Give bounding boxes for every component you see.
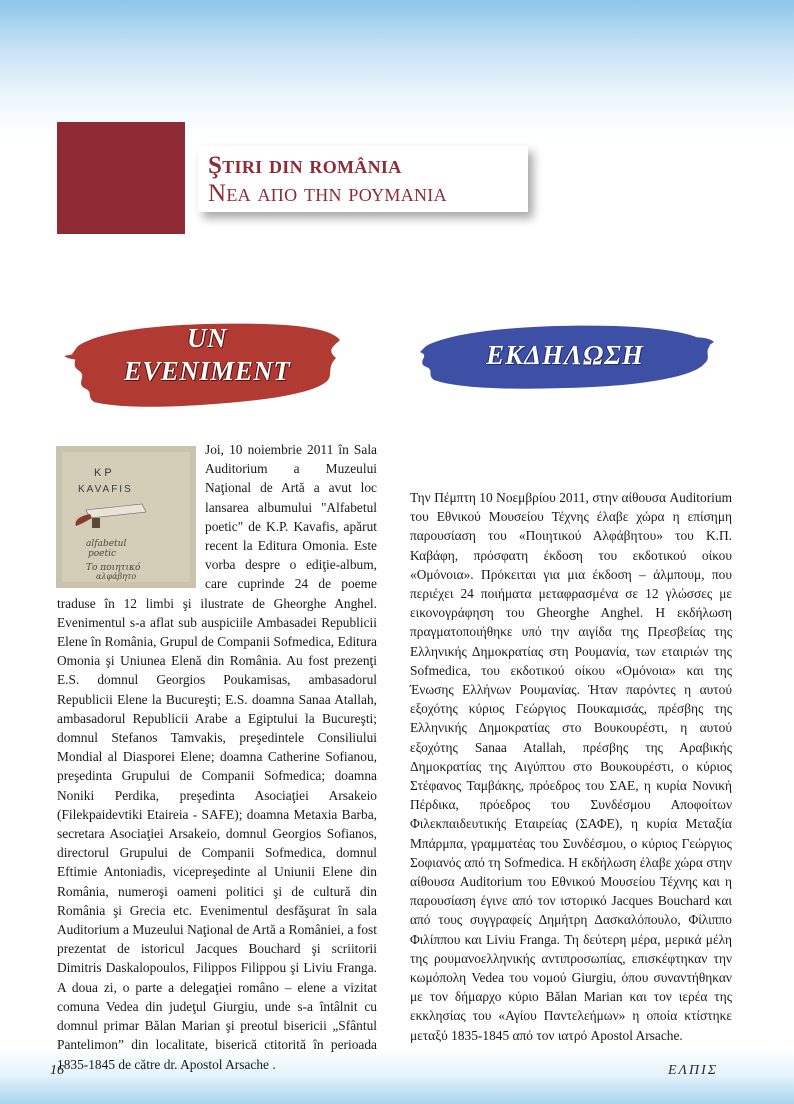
- article-ro-text: Joi, 10 noiembrie 2011 în Sala Auditorium a Muzeului Naţional de Artă a avut loc lansarea albumului "Alfabetul poetic" de K.P. Kavafis, apărut recent la Editura Omonia. Este vorba despre o ediţie-album, care cuprinde 24 de poeme traduse în 12 limbi şi ilustrate de Gheorghe Anghel. Evenimentul s-a aflat sub auspiciile Ambasadei Republicii Elene în România, Grupul de Companii Sofmedica, Editura Omonia şi Uniunea Elenă din România. Au fost prezenţi E.S. domnul Georgios Poukamisas, ambasadorul Republicii Elene la Bucureşti; E.S. doamna Sanaa Atallah, ambasadorul Republicii Arabe a Egiptului la Bucureşti; domnul Stefanos Tamvakis, preşedintele Consiliului Mondial al Diasporei Elene; doamna Catherine Sofianou, preşedinta Grupului de Companii Sofmedica; doamna Noniki Perdika, preşedinta Asociaţiei Arsakeio (Filekpaidevtiki Etaireia - SAFE); doamna Metaxia Barba, secretara Asociaţiei Arsakeio, domnul Georgios Sofianos, directorul Grupului de Companii Sofmedica, domnul Eftimie Antoniadis, vicepreşedinte al Uniunii Elene din România, numeroşi oameni politici şi de cultură din România şi Grecia etc. Evenimentul desfăşurat în sala Auditorium a Muzeului Naţional de Artă a României, a fost prezentat de istoricul Jacques Bouchard şi scriitorii Dimitris Daskalopoulos, Filippos Filippou şi Liviu Franga. A doua zi, o parte a delegaţiei româno – elene a vizitat comuna Vedea din judeţul Giurgiu, unde s-a întâlnit cu domnul primar Bălan Marian şi preotul bisericii „Sfântul Pantelimon” din localitate, biserică ctitorită în perioada 1835-1845 de către dr. Apostol Arsache .: [57, 442, 377, 1072]
- book-cover-line4: poetic: [88, 549, 117, 559]
- section-label-ro-line1: UN: [187, 323, 227, 353]
- book-cover-line1: K P: [94, 467, 112, 479]
- section-label-ro-line2: EVENIMENT: [123, 356, 291, 386]
- book-cover-line5: Το ποιητικό: [86, 563, 141, 573]
- section-label-ro: [82, 322, 332, 388]
- book-cover-line2: KAVAFIS: [78, 484, 133, 495]
- header-red-block: [57, 122, 185, 234]
- book-cover-line6: αλφάβητο: [96, 572, 137, 581]
- publication-name: ΕΛΠΙΣ: [668, 1063, 719, 1078]
- book-cover-line3: alfabetul: [86, 539, 127, 549]
- image-float-spacer: [57, 440, 205, 586]
- section-label-gr: ΕΚΔΗΛΩΣΗ: [486, 340, 644, 370]
- article-gr-text: Την Πέμπτη 10 Νοεμβρίου 2011, στην αίθουσα Auditorium του Εθνικού Μουσείου Τέχνης έλαβε χώρα η επίσημη παρουσίαση του «Ποιητικού Αλφάβητου» του Κ.Π. Καβάφη, πρόσφατη έκδοση του εκδοτικού οίκου «Ομόνοια». Πρόκειται για μια έκδοση – άλμπουμ, που περιέχει 24 ποιήματα μεταφρασμένα σε 12 γλώσσες με εικονογράφηση του Gheorghe Anghel. Η εκδήλωση πραγματοποιήθηκε υπό την αιγίδα της Πρεσβείας της Ελληνικής Δημοκρατίας στη Ρουμανία, των εταιριών της Sofmedica, του εκδοτικού οίκου «Ομόνοια» και της Ένωσης Ελλήνων Ρουμανίας. Ήταν παρόντες η αυτού εξοχότης κύριος Γεώργιος Πουκαμισάς, πρέσβης της Ελληνικής Δημοκρατίας στο Βουκουρέστι, η αυτού εξοχότης Sanaa Atallah, πρέσβης της Αραβικής Δημοκρατίας της Αιγύπτου στο Βουκουρέστι, ο κύριος Στέφανος Ταμβάκης, πρόεδρος του ΣΑΕ, η κυρία Νονική Πέρδικα, πρόεδρος του Συνδέσμου Αποφοίτων Φιλεκπαιδευτικής Εταιρείας (ΣΑΦΕ), η κυρία Μεταξία Μπάρμπα, γραμματέας του Συνδέσμου, ο κύριος Γεώργιος Σοφιανός από τη Sofmedica. Η εκδήλωση έλαβε χώρα στην αίθουσα Auditorium του Εθνικού Μουσείου Τέχνης και η παρουσίαση έγινε από τον ιστορικό Jacques Bouchard και από τους συγγραφείς Δημήτρη Δασκαλόπουλο, Φίλιππο Φιλίππου και Liviu Franga. Τη δεύτερη μέρα, μερικά μέλη της ρουμανοελληνικής αντιπροσωπίας, επισκέφτηκαν την κωμόπολη Vedea του νομού Giurgiu, όπου συναντήθηκαν με τον δήμαρχο κύριο Bălan Marian και τον ιερέα της εκκλησίας του «Αγίου Παντελεήμων» η οποία κτίστηκε μεταξύ 1835-1845 από τον ιατρό Apostol Arsache.: [410, 490, 732, 1043]
- header-title-gr: Nεα απο την ρουμανια: [208, 180, 447, 207]
- article-ro-column: [57, 440, 377, 1074]
- top-gradient-band: [0, 0, 794, 140]
- page-number: 16: [50, 1063, 64, 1078]
- article-gr-column: [410, 488, 732, 1045]
- header-title-ro: Ştiri din românia: [208, 152, 402, 179]
